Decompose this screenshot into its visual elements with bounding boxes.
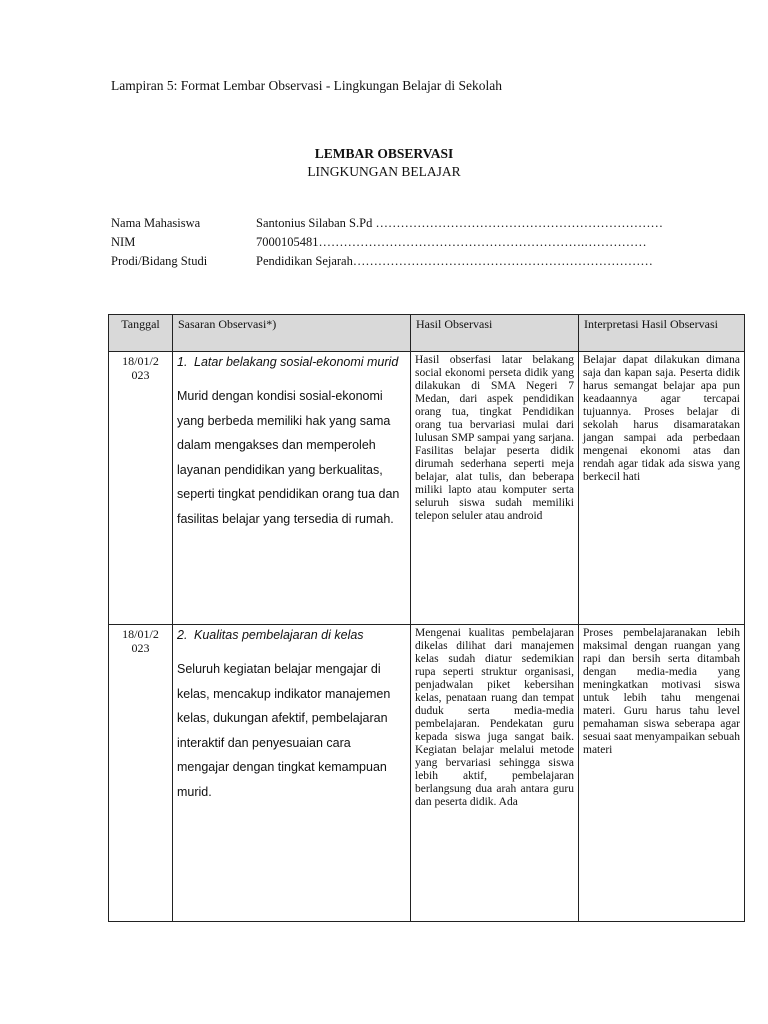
- target-heading-text: Latar belakang sosial-ekonomi murid: [194, 355, 399, 369]
- info-value: Santonius Silaban S.Pd ……………………………………………………………: [256, 216, 663, 230]
- info-label: NIM: [111, 235, 136, 249]
- info-row-nim: [111, 233, 663, 252]
- cell-target: [173, 352, 411, 625]
- info-label: Nama Mahasiswa: [111, 216, 201, 230]
- target-heading-text: Kualitas pembelajaran di kelas: [194, 628, 364, 642]
- table-row: [109, 625, 745, 922]
- cell-result: Mengenai kualitas pembelajaran dikelas dilihat dari manajemen kelas sudah diatur sedemikian rupa seperti struktur organisasi, penjadwalan piket kebersihan kelas, penataan ruang dan tempat duduk serta media-media pembelajaran. Pendekatan guru kepada siswa juga sangat baik. Kegiatan belajar melalui metode yang bervariasi sehingga siswa lebih aktif, pembelajaran berlangsung dua arah antara guru dan peserta didik. Ada: [411, 625, 579, 922]
- info-label: Prodi/Bidang Studi: [111, 254, 208, 268]
- target-number: 1.: [177, 355, 188, 369]
- table-header-row: [109, 315, 745, 352]
- target-description: Seluruh kegiatan belajar mengajar di kelas, mencakup indikator manajemen kelas, dukungan afektif, pembelajaran interaktif dan penyesuaian cara mengajar dengan tingkat kemampuan murid.: [177, 662, 391, 799]
- header-target: Sasaran Observasi*): [173, 315, 411, 352]
- header-interpretation: Interpretasi Hasil Observasi: [579, 315, 745, 352]
- target-heading: [177, 354, 406, 370]
- appendix-caption: Lampiran 5: Format Lembar Observasi - Lingkungan Belajar di Sekolah: [111, 78, 503, 93]
- document-subtitle: LINGKUNGAN BELAJAR: [307, 164, 461, 179]
- cell-result: Hasil obserfasi latar belakang social ekonomi perseta didik yang dilakukan di SMA Negeri 7 Medan, dari aspek pendidikan orang tua, tingkat Pendidikan orang tua bervariasi mulai dari lulusan SMP sampai yang sarjana. Fasilitas belajar peserta didik dirumah sederhana seperti meja belajar, alat tulis, dan beberapa miliki lapto atau komputer serta seluruh siswa sudah memiliki telepon seluler atau android: [411, 352, 579, 625]
- info-row-program: [111, 252, 663, 271]
- cell-interpretation: Proses pembelajaranakan lebih maksimal dengan ruangan yang rapi dan bersih serta ditambah dengan media-media yang meningkatkan motivasi siswa untuk lebih tahu mengenai materi. Guru harus tahu level pemahaman siswa seberapa agar sesuai saat menyampaikan sebuah materi: [579, 625, 745, 922]
- cell-target: [173, 625, 411, 922]
- info-value: 7000105481……………………………………………………….……………: [256, 235, 647, 249]
- student-info: [111, 214, 663, 271]
- table-row: [109, 352, 745, 625]
- cell-date: 18/01/2 023: [109, 352, 173, 625]
- header-date: Tanggal: [109, 315, 173, 352]
- document-title: LEMBAR OBSERVASI: [314, 146, 454, 161]
- info-value: Pendidikan Sejarah………………………………………………………………: [256, 254, 653, 268]
- cell-date: 18/01/2 023: [109, 625, 173, 922]
- target-heading: [177, 627, 406, 643]
- target-number: 2.: [177, 628, 188, 642]
- header-result: Hasil Observasi: [411, 315, 579, 352]
- target-description: Murid dengan kondisi sosial-ekonomi yang berbeda memiliki hak yang sama dalam mengakses dan memperoleh layanan pendidikan yang berkualitas, seperti tingkat pendidikan orang tua dan fasilitas belajar yang tersedia di rumah.: [177, 389, 400, 526]
- cell-interpretation: Belajar dapat dilakukan dimana saja dan kapan saja. Peserta didik harus semangat belajar apa pun keadaannya agar tercapai tujuannya. Proses belajar di sekolah harus disamaratakan jangan sampai ada perbedaan mengenai ekonomi atas dan rendah agar tidak ada siswa yang berkecil hati: [579, 352, 745, 625]
- info-row-name: [111, 214, 663, 233]
- observation-table: [108, 314, 745, 922]
